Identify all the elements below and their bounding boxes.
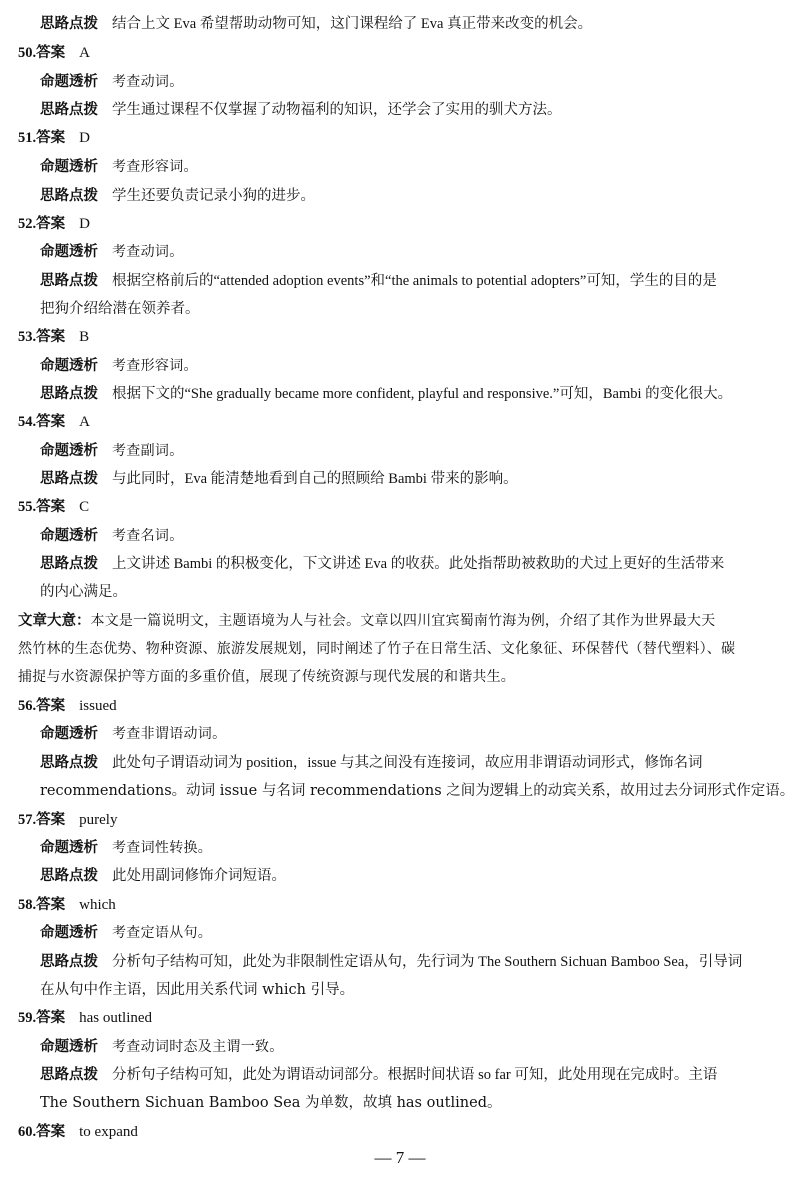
summary-cont-2: 捕捉与水资源保护等方面的多重价值，展现了传统资源与现代发展的和谐共生。	[18, 669, 515, 685]
thinking-line-57: 思路点拨 此处用副词修饰介词短语。	[40, 868, 286, 884]
page-number: — 7 —	[374, 1148, 426, 1167]
analysis-line-52: 命题透析 考查动词。	[40, 244, 184, 260]
answer-line-51: 51.答案 D	[18, 130, 90, 146]
analysis-line-51: 命题透析 考查形容词。	[40, 159, 198, 175]
thinking-line-53: 思路点拨 根据下文的“She gradually became more confident, playful and responsive.”可知，Bambi 的变化很大。	[40, 386, 733, 402]
summary-line: 文章大意：本文是一篇说明文，主题语境为人与社会。文章以四川宜宾蜀南竹海为例，介绍了其作为世界最大天	[18, 613, 716, 629]
answer-line-58: 58.答案 which	[18, 897, 116, 913]
thinking-line-52: 思路点拨 根据空格前后的“attended adoption events”和“the animals to potential adopters”可知，学生的目的是	[40, 273, 717, 289]
thinking-line-59: 思路点拨 分析句子结构可知，此处为谓语动词部分。根据时间状语 so far 可知，此处用现在完成时。主语	[40, 1067, 718, 1083]
thinking-cont-59: The Southern Sichuan Bamboo Sea 为单数，故填 has outlined。	[40, 1095, 502, 1111]
analysis-line-50: 命题透析 考查动词。	[40, 74, 184, 90]
answer-line-50: 50.答案 A	[18, 45, 90, 61]
analysis-line-59: 命题透析 考查动词时态及主谓一致。	[40, 1039, 284, 1055]
answer-line-54: 54.答案 A	[18, 414, 90, 430]
thinking-cont-55: 的内心满足。	[40, 584, 127, 600]
analysis-line-57: 命题透析 考查词性转换。	[40, 840, 213, 856]
answer-line-57: 57.答案 purely	[18, 812, 118, 828]
analysis-line-54: 命题透析 考查副词。	[40, 443, 184, 459]
answer-line-60: 60.答案 to expand	[18, 1124, 138, 1140]
thinking-cont-52: 把狗介绍给潜在领养者。	[40, 301, 200, 317]
thinking-line-51: 思路点拨 学生还要负责记录小狗的进步。	[40, 188, 315, 204]
thinking-line: 思路点拨 结合上文 Eva 希望帮助动物可知，这门课程给了 Eva 真正带来改变的机会。	[40, 16, 593, 32]
answer-line-52: 52.答案 D	[18, 216, 90, 232]
thinking-line-55: 思路点拨 上文讲述 Bambi 的积极变化，下文讲述 Eva 的收获。此处指帮助被救助的犬过上更好的生活带来	[40, 556, 725, 572]
summary-cont-1: 然竹林的生态优势、物种资源、旅游发展规划，同时阐述了竹子在日常生活、文化象征、环保替代（替代塑料）、碳	[18, 641, 736, 657]
thinking-line-58: 思路点拨 分析句子结构可知，此处为非限制性定语从句，先行词为 The Southern Sichuan Bamboo Sea，引导词	[40, 954, 743, 970]
thinking-cont-56: recommendations。动词 issue 与名词 recommendations 之间为逻辑上的动宾关系，故用过去分词形式作定语。	[40, 783, 795, 799]
analysis-line-56: 命题透析 考查非谓语动词。	[40, 726, 227, 742]
thinking-cont-58: 在从句中作主语，因此用关系代词 which 引导。	[40, 982, 355, 998]
thinking-line-56: 思路点拨 此处句子谓语动词为 position，issue 与其之间没有连接词，故应用非谓语动词形式，修饰名词	[40, 755, 703, 771]
analysis-line-58: 命题透析 考查定语从句。	[40, 925, 213, 941]
answer-line-56: 56.答案 issued	[18, 698, 117, 714]
answer-line-53: 53.答案 B	[18, 329, 90, 345]
thinking-line-54: 思路点拨 与此同时，Eva 能清楚地看到自己的照顾给 Bambi 带来的影响。	[40, 471, 518, 487]
answer-line-59: 59.答案 has outlined	[18, 1010, 153, 1026]
answer-line-55: 55.答案 C	[18, 499, 90, 515]
analysis-line-53: 命题透析 考查形容词。	[40, 358, 198, 374]
analysis-line-55: 命题透析 考查名词。	[40, 528, 184, 544]
thinking-line-50: 思路点拨 学生通过课程不仅掌握了动物福利的知识，还学会了实用的驯犬方法。	[40, 102, 562, 118]
